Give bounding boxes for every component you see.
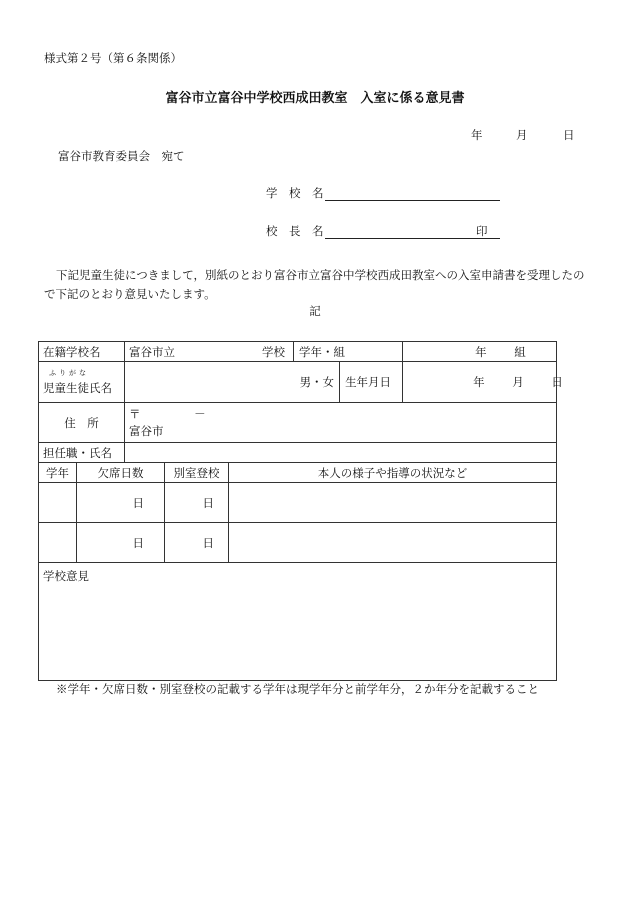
school-opinion-field[interactable] bbox=[39, 563, 557, 681]
form-number: 様式第２号（第６条関係） bbox=[44, 51, 182, 65]
date-year-label: 年 bbox=[471, 128, 483, 142]
footnote: ※学年・欠席日数・別室登校の記載する学年は現学年分と前学年分，２か年分を記載すること bbox=[56, 682, 539, 696]
student-name-field[interactable] bbox=[125, 362, 403, 403]
class-unit: 組 bbox=[514, 344, 526, 359]
birth-month-unit: 月 bbox=[512, 375, 524, 389]
grade-cell[interactable] bbox=[39, 483, 77, 523]
ki-heading: 記 bbox=[309, 304, 321, 318]
birth-year-unit: 年 bbox=[473, 375, 485, 389]
absence-cell[interactable]: 日 bbox=[77, 483, 165, 523]
body-paragraph: 下記児童生徒につきまして，別紙のとおり富谷市立富谷中学校西成田教室への入室申請書を受理したので下記のとおり意見いたします。 bbox=[44, 268, 585, 301]
separate-cell[interactable]: 日 bbox=[165, 483, 229, 523]
table-row bbox=[39, 362, 557, 403]
school-field[interactable] bbox=[125, 342, 403, 362]
date-month-label: 月 bbox=[516, 128, 528, 142]
table-row bbox=[39, 523, 557, 563]
col-separate-header: 別室登校 bbox=[165, 463, 229, 483]
birth-day-unit: 日 bbox=[551, 375, 563, 389]
seal-mark: 印 bbox=[476, 224, 488, 238]
col-absence-header: 欠席日数 bbox=[77, 463, 165, 483]
teacher-field[interactable] bbox=[125, 443, 557, 463]
status-cell[interactable] bbox=[229, 523, 557, 563]
school-label: 在籍学校名 bbox=[39, 342, 125, 362]
postal-dash: － bbox=[194, 407, 206, 421]
table-row bbox=[39, 443, 557, 463]
birthdate-label: 生年月日 bbox=[339, 362, 402, 402]
school-opinion-label: 学校意見 bbox=[43, 569, 89, 583]
gender-select[interactable]: 男・女 bbox=[299, 375, 335, 389]
school-prefix: 富谷市立 bbox=[129, 344, 175, 359]
col-grade-header: 学年 bbox=[39, 463, 77, 483]
furigana-label: ふりがな bbox=[49, 369, 89, 377]
status-cell[interactable] bbox=[229, 483, 557, 523]
table-row bbox=[39, 342, 557, 362]
school-name-label: 学 校 名 bbox=[266, 186, 324, 200]
student-name-label: 児童生徒氏名 bbox=[43, 381, 112, 395]
recipient: 富谷市教育委員会 宛て bbox=[58, 149, 185, 163]
teacher-label: 担任職・氏名 bbox=[39, 443, 125, 463]
document-title: 富谷市立富谷中学校西成田教室 入室に係る意見書 bbox=[165, 91, 465, 106]
address-city: 富谷市 bbox=[129, 424, 164, 438]
table-row bbox=[39, 403, 557, 443]
separate-cell[interactable]: 日 bbox=[165, 523, 229, 563]
absence-cell[interactable]: 日 bbox=[77, 523, 165, 563]
principal-name-label: 校 長 名 bbox=[266, 224, 324, 238]
grade-class-field[interactable] bbox=[403, 342, 557, 362]
col-status-header: 本人の様子や指導の状況など bbox=[229, 463, 557, 483]
school-suffix: 学校 bbox=[262, 344, 285, 359]
grade-class-label: 学年・組 bbox=[293, 342, 402, 361]
table-row bbox=[39, 463, 557, 483]
principal-name-line[interactable] bbox=[325, 238, 500, 239]
address-label: 住 所 bbox=[39, 403, 125, 443]
student-name-label-cell bbox=[39, 362, 125, 403]
address-field[interactable] bbox=[125, 403, 557, 443]
birthdate-field[interactable] bbox=[403, 362, 563, 403]
grade-cell[interactable] bbox=[39, 523, 77, 563]
table-row bbox=[39, 563, 557, 681]
school-name-line[interactable] bbox=[325, 200, 500, 201]
student-info-table bbox=[38, 341, 563, 681]
postal-mark: 〒 bbox=[129, 407, 141, 421]
grade-unit: 年 bbox=[475, 344, 487, 359]
table-row bbox=[39, 483, 557, 523]
date-day-label: 日 bbox=[563, 128, 575, 142]
